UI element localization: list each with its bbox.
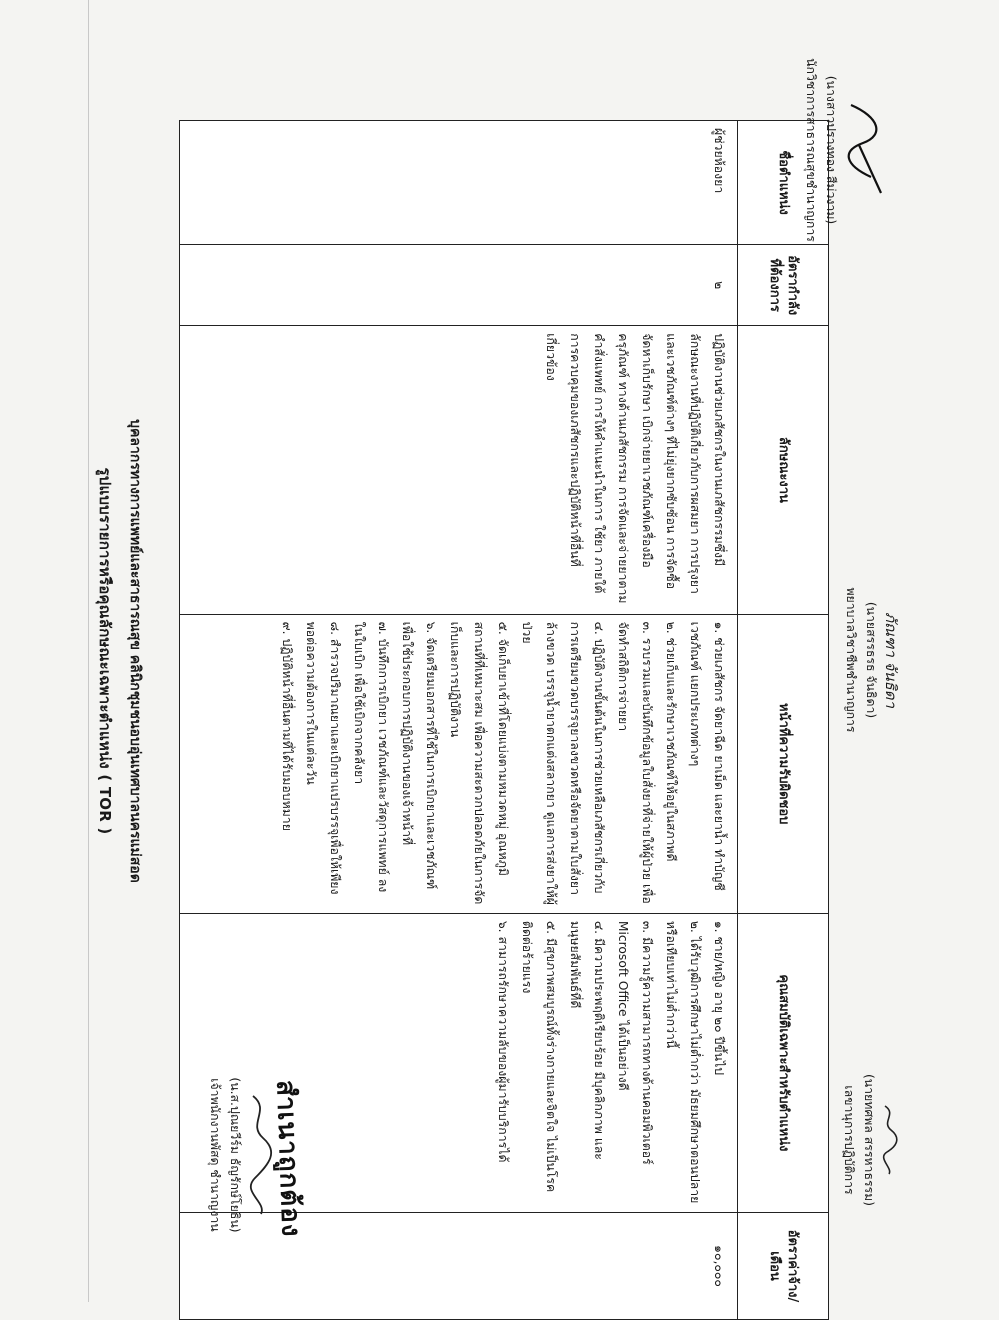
duty-item: ๖. จัดเตรียมเอกสารที่ใช้ในการเบิกยาและเวชภัณฑ์ เพื่อใช้ประกอบการปฏิบัติงานของเจ้าหน้าที่ — [400, 621, 438, 890]
duty-item: ๕. จัดเก็บยาเข้าที่โดยแบ่งตามหมวดหมู่ อุณหภูมิ สถานที่ที่เหมาะสม เพื่อความสะดวกปลอดภัยในการจัดเก็บและการปฏิบัติงาน — [448, 621, 510, 905]
qualification-item: ๓. มีความรู้ความสามารถทางด้านคอมพิวเตอร์ Microsoft Office ได้เป็นอย่างดี — [616, 920, 654, 1165]
document-title: รูปแบบรายการหรือคุณลักษณะเฉพาะตำแหน่ง ( TOR ) — [96, 467, 114, 835]
right-signature-mark — [879, 1000, 901, 1280]
table-header-row — [738, 121, 829, 1320]
header-rate: อัตรากำลังที่ต้องการ — [738, 245, 829, 326]
cell-nature: ปฏิบัติงานช่วยเภสัชกรในงานเภสัชกรรมซึ่งมีลักษณะงานที่ปฏิบัติเกี่ยวกับการผสมยา การปรุงยาและเวชภัณฑ์ต่างๆ ที่ไม่ยุ่งยากซับซ้อน การจัดซื้อจัดหาเก็บรักษา เบิกจ่ายยาเวชภัณฑ์เครื่องมือครุภัณฑ์ ทางด้านเภสัชกรรม การจัดและจ่ายยาตามคำสั่งแพทย์ การให้คำแนะนำในการ ใช้ยา ภายใต้การควบคุมของเภสัชกรและปฏิบัติหน้าที่อื่นที่เกี่ยวข้อง — [180, 326, 738, 614]
right-signature-block — [839, 1000, 901, 1280]
right-signer-name: (นายทศพล สรรหาธรรม) — [862, 1073, 876, 1207]
header-qualifications: คุณสมบัติเฉพาะสำหรับตำแหน่ง — [738, 913, 829, 1212]
certifier-signature-block — [205, 1010, 275, 1300]
cell-duties — [180, 614, 738, 913]
certified-copy-stamp: สำเนาถูกต้อง — [270, 1079, 306, 1238]
qualification-item: ๔. มีความประพฤติเรียบร้อย มีบุคลิกภาพ และมนุษยสัมพันธ์ที่ดี — [568, 920, 606, 1160]
qualification-item: ๕. มีสุขภาพสมบูรณ์ทั้งร่างกายและจิตใจ ไม่เป็นโรคติดต่อร้ายแรง — [520, 920, 558, 1193]
duty-item: ๗. บันทึกการเบิกยา เวชภัณฑ์และวัสดุการแพทย์ ลงในใบเบิก เพื่อใช้เบิกจากคลังยา — [352, 621, 390, 893]
middle-signer-name: (นายสรรธรธ จันธิดา) — [864, 601, 878, 719]
qualification-item: ๒. ได้รับวุฒิการศึกษาไม่ต่ำกว่า มัธยมศึกษาตอนปลายหรือเทียบเท่าไม่ต่ำกว่านี้ — [664, 920, 702, 1204]
cell-position: ผู้ช่วยห้องยา — [180, 121, 738, 245]
header-duties: หน้าที่ความรับผิดชอบ — [738, 614, 829, 913]
duty-item: ๓. รวบรวมและบันทึกข้อมูลใบสั่งยาที่จ่ายให้ผู้ป่วย เพื่อจัดทำสถิติการจ่ายยา — [616, 621, 654, 904]
left-signature-block — [801, 10, 889, 290]
cell-rate: ๒ — [180, 245, 738, 326]
middle-signature-mark: ภัณฑา จันธิดา — [882, 612, 900, 708]
duty-item: ๔. ปฏิบัติงานขั้นต้นในการช่วยเหลือเภสัชกรเกี่ยวกับการเตรียมขวดบรรจุยาลงขวดหรือจัดยาตามใบสั่งยา ล้างขวด บรรจุน้ำยาตกแต่งสลากยา ดูแลการส่งยาให้ผู้ป่วย — [520, 621, 606, 906]
left-signer-name: (นางสาวปรางทอง สีม่วงาม) — [824, 75, 838, 225]
left-signer-title: นักวิชาการสาธารณสุขชำนาญการ — [804, 58, 818, 242]
left-signature-mark — [841, 10, 889, 290]
header-salary: อัตราค่าจ้าง/เดือน — [738, 1213, 829, 1320]
duty-item: ๘. สำรวจปริมาณยาและเบิกยาแปรบรรจุเพื่อให้เพียงพอต่อความต้องการในแต่ละวัน — [304, 621, 342, 895]
header-position: ชื่อตำแหน่ง — [738, 121, 829, 245]
certifier-name: (น.ส.ปุณยวีร์ม ธัญรักษ์โยธิน) — [228, 1077, 242, 1233]
right-signer-title: เลขานุการปฏิบัติการ — [842, 1085, 856, 1195]
qualification-item: ๖. สามารถรักษาความลับของผู้มารับบริการได้ — [496, 920, 510, 1163]
cell-salary: ๑๐,๐๐๐ — [180, 1213, 738, 1320]
duty-item: ๒. ช่วยเก็บและรักษาเวชภัณฑ์ให้อยู่ในสภาพดี — [664, 621, 678, 862]
header-nature: ลักษณะงาน — [738, 326, 829, 614]
qualification-item: ๑. ชาย/หญิง อายุ ๒๐ ปีขึ้นไป — [712, 920, 726, 1076]
document-subtitle: บุคลากรทางการแพทย์และสาธารณสุข คลินิกชุมชนอบอุ่นเทศบาลนครแม่สอด — [127, 419, 143, 883]
middle-signer-title: พยาบาลวิชาชีพชำนาญการ — [844, 587, 858, 733]
certifier-title: เจ้าพนักงานพัสดุ ชำนาญงาน — [208, 1078, 222, 1232]
duty-item: ๑. ช่วยเภสัชกร จัดยาฉีด ยาเม็ด และยาน้ำ ทำบัญชีเวชภัณฑ์ แยกประเภทต่างๆ — [688, 621, 726, 891]
certifier-signature-mark — [245, 1010, 275, 1300]
duty-item: ๙. ปฏิบัติหน้าที่อื่นตามที่ได้รับมอบหมาย — [280, 621, 294, 831]
middle-signature-block — [841, 520, 901, 800]
